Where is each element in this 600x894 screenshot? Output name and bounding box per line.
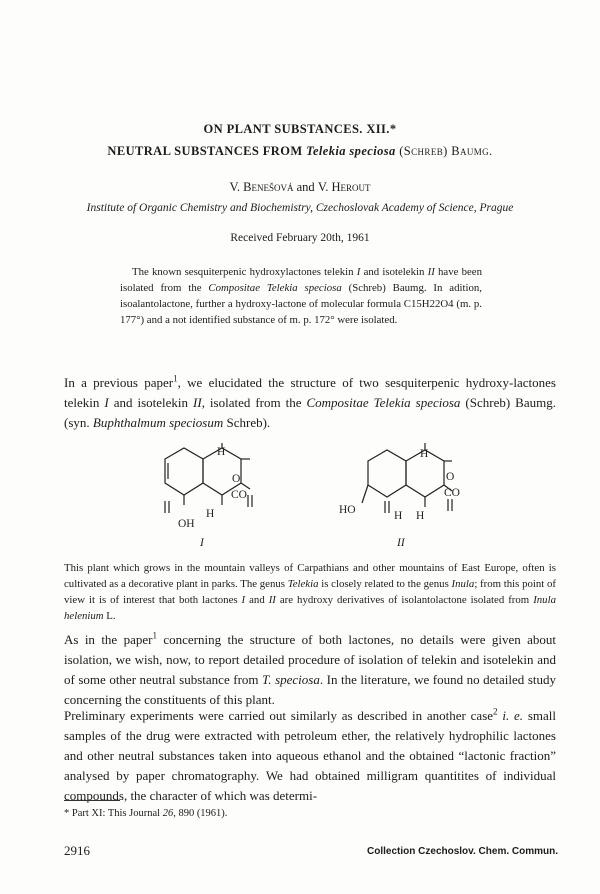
figure-note [64, 560, 556, 624]
footnote-divider [64, 800, 120, 801]
author-conjunction: and [296, 180, 315, 194]
p1-text-c: and isotelekin [108, 395, 194, 410]
structure-I-h-bottom: H [206, 508, 215, 520]
footnote-text-a: * Part XI: This Journal [64, 808, 163, 819]
p1-compound-1: I [104, 395, 109, 410]
received-date: Received February 20th, 1961 [230, 232, 370, 244]
note-compound-1: I [241, 594, 246, 606]
p2-text-c: . In the literature, we found no detailed study concerning the constituents of this plant. [64, 672, 556, 707]
structure-I-o: O [232, 473, 241, 485]
structure-II-h-bottom-2: H [416, 510, 425, 522]
p1-text-b: , we elucidated the structure of two sesquiterpenic hydroxy-lactones telekin [64, 375, 556, 410]
p2-text-a: As in the paper [64, 632, 153, 647]
p1-synonym: Buphthalmum speciosum [92, 415, 224, 430]
abstract-text-2: and isotelekin [360, 266, 428, 278]
p1-text-a: In a previous paper [64, 375, 174, 390]
abstract-compositae: Compositae Telekia speciosa [208, 282, 342, 294]
p2-text-b: concerning the structure of both lactones, no details were given about isolation, we wish, now, to report detailed procedure of isolation of telekin and isotelekin and of some other neutral substance from [64, 632, 557, 687]
paper-title: ON PLANT SUBSTANCES. XII.* [203, 122, 397, 136]
note-text-c: ; from this point of view it is of interest that both lactones [64, 578, 556, 606]
abstract-compound-1: I [356, 266, 361, 278]
author-1: V. Benešová [229, 180, 294, 194]
subtitle-authority: (Schreb) Baumg. [399, 144, 493, 158]
p3-text-b: small samples of the drug were extracted with petroleum ether, the relatively hydrophilic lactones and other neutral substances taken into aqueous ethanol and the obtained “lactonic fraction” analysed by paper chromatography. We had obtained milligram quantitites of individual compounds, the character of which was determi- [64, 708, 556, 803]
paragraph-3 [64, 706, 556, 806]
p1-compound-2: II [193, 395, 202, 410]
p2-species: T. speciosa [262, 672, 320, 687]
author-2: V. Herout [317, 180, 371, 194]
structure-I-oh: OH [178, 518, 195, 530]
p1-text-f: Schreb). [223, 415, 271, 430]
note-text-d: and [245, 594, 269, 606]
p1-text-e: (Schreb) Baumg. (syn. [64, 395, 556, 430]
p3-text-a: Preliminary experiments were carried out similarly as described in another case [64, 708, 494, 723]
structure-II-ho: HO [339, 504, 356, 516]
structure-I-co: CO [231, 489, 247, 501]
paragraph-1 [64, 373, 556, 433]
abstract-compound-2: II [427, 266, 435, 278]
structure-II-ho-bond [362, 485, 368, 503]
p1-compositae: Compositae Telekia speciosa [306, 395, 461, 410]
p3-ie: i. e. [497, 708, 524, 723]
structure-I-label: I [200, 537, 204, 549]
note-species: Inula helenium [64, 594, 556, 622]
paper-subtitle [0, 144, 600, 159]
footnote-text-b: , 890 (1961). [173, 808, 228, 819]
page-number: 2916 [64, 843, 90, 858]
footnote [64, 808, 556, 819]
abstract-text-1: The known sesquiterpenic hydroxylactones telekin [132, 266, 357, 278]
structure-I-h-top: H [217, 446, 226, 458]
p1-text-d: , isolated from the [201, 395, 307, 410]
structure-figure [0, 443, 600, 553]
note-text-e: are hydroxy derivatives of isolantolactone isolated from [275, 594, 534, 606]
note-genus-1: Telekia [287, 578, 319, 590]
abstract [120, 264, 482, 328]
p1-ref-1: 1 [173, 373, 178, 384]
footnote-volume: 26 [162, 808, 174, 819]
note-text-b: is closely related to the genus [318, 578, 452, 590]
affiliation: Institute of Organic Chemistry and Biochemistry, Czechoslovak Academy of Science, Prague [86, 202, 514, 214]
structure-II-label: II [397, 537, 405, 549]
abstract-text-4: (Schreb) Baumg. In adition, isoalantolactone, further a hydroxy-lactone of molecular formula C15H22O4 (m. p. 177°) and a not identified substance of m. p. 172° were isolated. [120, 282, 482, 326]
journal-name: Collection Czechoslov. Chem. Commun. [367, 846, 558, 857]
structure-II-h-top: H [420, 448, 429, 460]
author-line [0, 180, 600, 195]
structure-II-h-bottom-1: H [394, 510, 403, 522]
paragraph-2 [64, 630, 556, 710]
subtitle-prefix: NEUTRAL SUBSTANCES FROM [107, 144, 307, 158]
note-compound-2: II [268, 594, 276, 606]
p2-ref: 1 [152, 630, 157, 641]
abstract-text-3: have been isolated from the [120, 266, 482, 294]
structure-II [362, 443, 455, 513]
structure-II-co: CO [444, 487, 460, 499]
structure-I-ring-a [165, 448, 203, 495]
p3-ref: 2 [493, 706, 498, 717]
structure-labels [178, 446, 460, 549]
note-text-a: This plant which grows in the mountain valleys of Carpathians and other mountains of East Europe, often is cultivated as a decorative plant in parks. The genus [64, 562, 556, 590]
note-text-f: L. [103, 610, 116, 622]
structure-II-o: O [446, 471, 455, 483]
note-genus-2: Inula [451, 578, 475, 590]
structure-II-ring-a [368, 450, 406, 497]
subtitle-species: Telekia speciosa [306, 144, 396, 158]
